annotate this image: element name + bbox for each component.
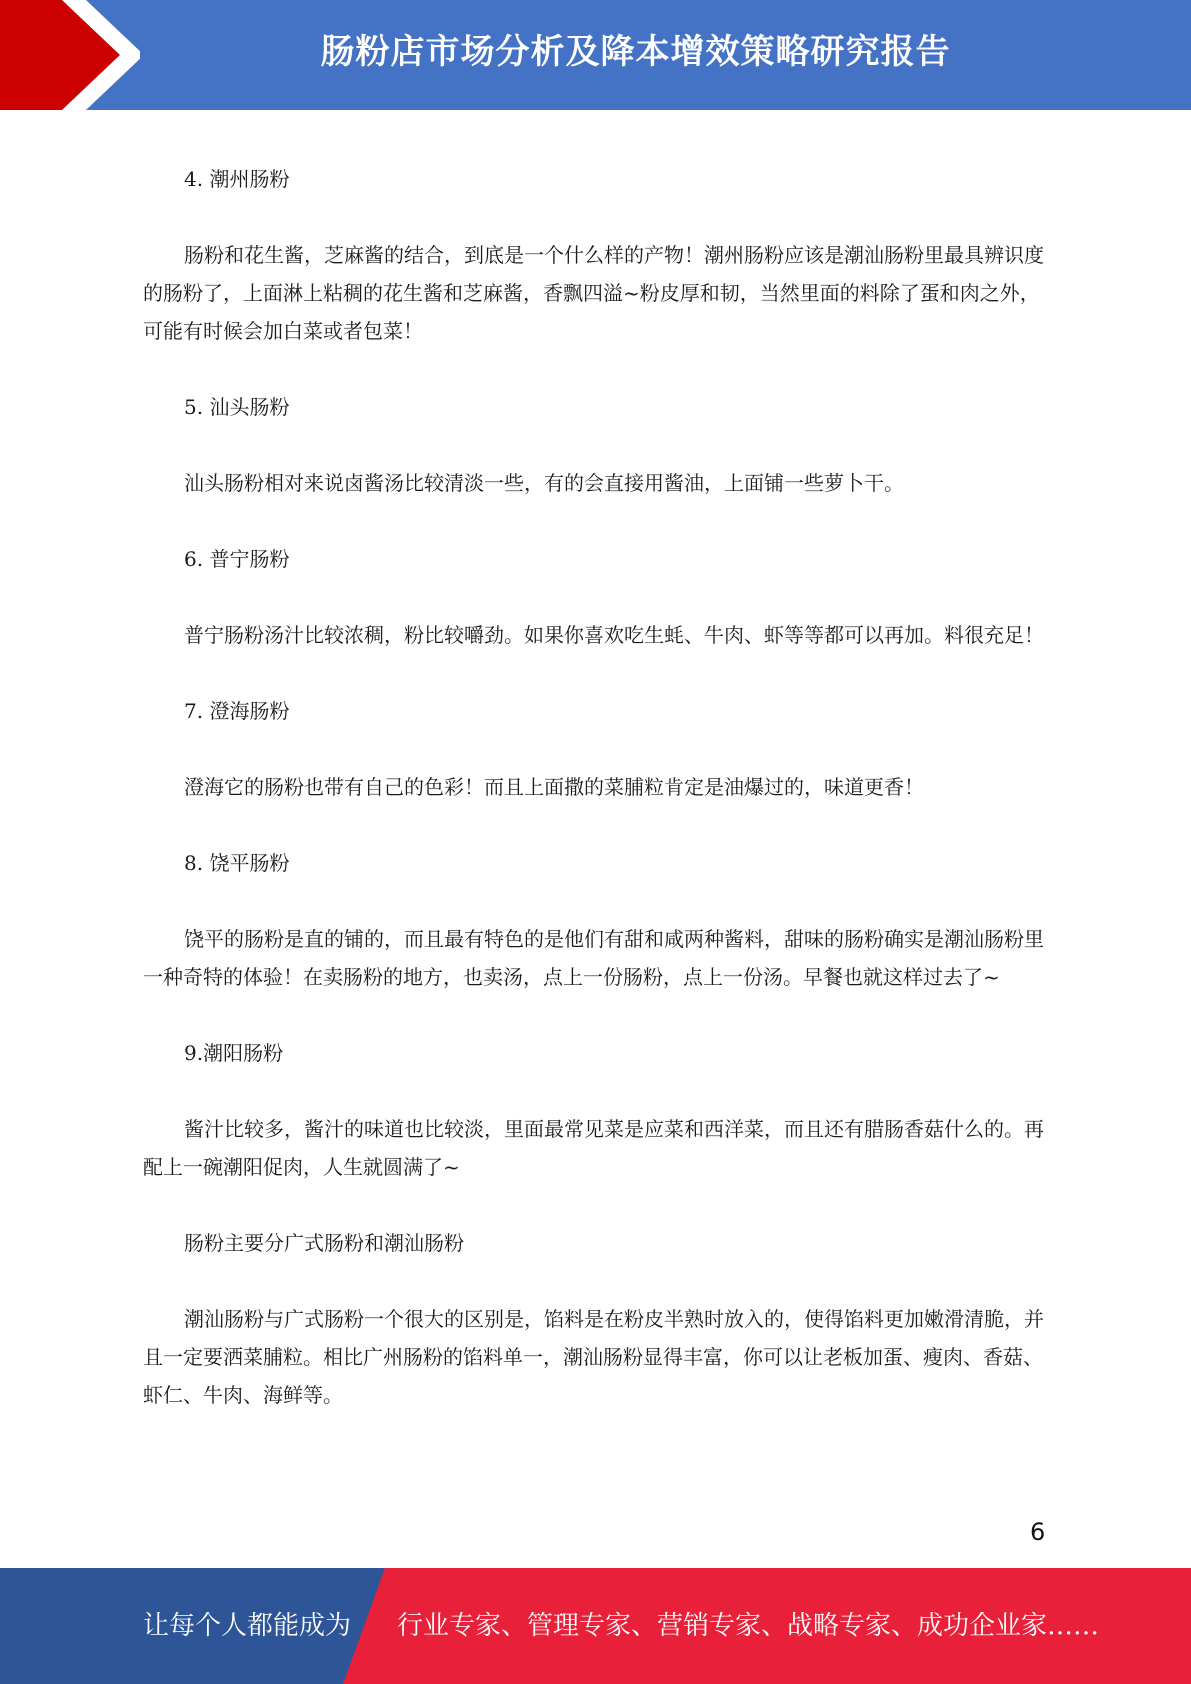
section-heading: 7. 澄海肠粉 <box>184 699 290 723</box>
footer-slogan-right: 行业专家、管理专家、营销专家、战略专家、成功企业家…… <box>397 1611 1100 1641</box>
paragraph: 饶平的肠粉是直的铺的，而且最有特色的是他们有甜和咸两种酱料，甜味的肠粉确实是潮汕肠粉里一种奇特的体验！在卖肠粉的地方，也卖汤，点上一份肠粉，点上一份汤。早餐也就这样过去了~ <box>143 927 1044 989</box>
paragraph: 酱汁比较多，酱汁的味道也比较淡，里面最常见菜是应菜和西洋菜，而且还有腊肠香菇什么的。再配上一碗潮阳促肉，人生就圆满了~ <box>143 1117 1044 1179</box>
report-title: 肠粉店市场分析及降本增效策略研究报告 <box>320 32 951 72</box>
section-heading: 6. 普宁肠粉 <box>184 547 290 571</box>
section-heading: 8. 饶平肠粉 <box>184 851 290 875</box>
section-heading: 肠粉主要分广式肠粉和潮汕肠粉 <box>184 1231 464 1255</box>
document-body <box>143 160 1045 1414</box>
paragraph: 普宁肠粉汤汁比较浓稠，粉比较嚼劲。如果你喜欢吃生蚝、牛肉、虾等等都可以再加。料很充足！ <box>184 623 1044 647</box>
footer-slogan-left: 让每个人都能成为 <box>143 1611 352 1641</box>
paragraph: 肠粉和花生酱，芝麻酱的结合，到底是一个什么样的产物！潮州肠粉应该是潮汕肠粉里最具辨识度的肠粉了，上面淋上粘稠的花生酱和芝麻酱，香飘四溢~粉皮厚和韧，当然里面的料除了蛋和肉之外，可能有时候会加白菜或者包菜！ <box>143 243 1044 343</box>
section-heading: 5. 汕头肠粉 <box>184 395 290 419</box>
page-header <box>0 0 1191 110</box>
paragraph: 汕头肠粉相对来说卤酱汤比较清淡一些，有的会直接用酱油，上面铺一些萝卜干。 <box>184 471 904 495</box>
section-heading: 4. 潮州肠粉 <box>184 167 290 191</box>
paragraph: 潮汕肠粉与广式肠粉一个很大的区别是，馅料是在粉皮半熟时放入的，使得馅料更加嫩滑清脆，并且一定要洒菜脯粒。相比广州肠粉的馅料单一，潮汕肠粉显得丰富，你可以让老板加蛋、瘦肉、香菇、虾仁、牛肉、海鲜等。 <box>143 1307 1044 1407</box>
page-number: 6 <box>1030 1518 1046 1546</box>
header-arrow-decoration <box>0 0 140 110</box>
page-footer <box>0 1568 1191 1684</box>
paragraph: 澄海它的肠粉也带有自己的色彩！而且上面撒的菜脯粒肯定是油爆过的，味道更香！ <box>184 775 924 799</box>
section-heading: 9.潮阳肠粉 <box>184 1041 284 1065</box>
